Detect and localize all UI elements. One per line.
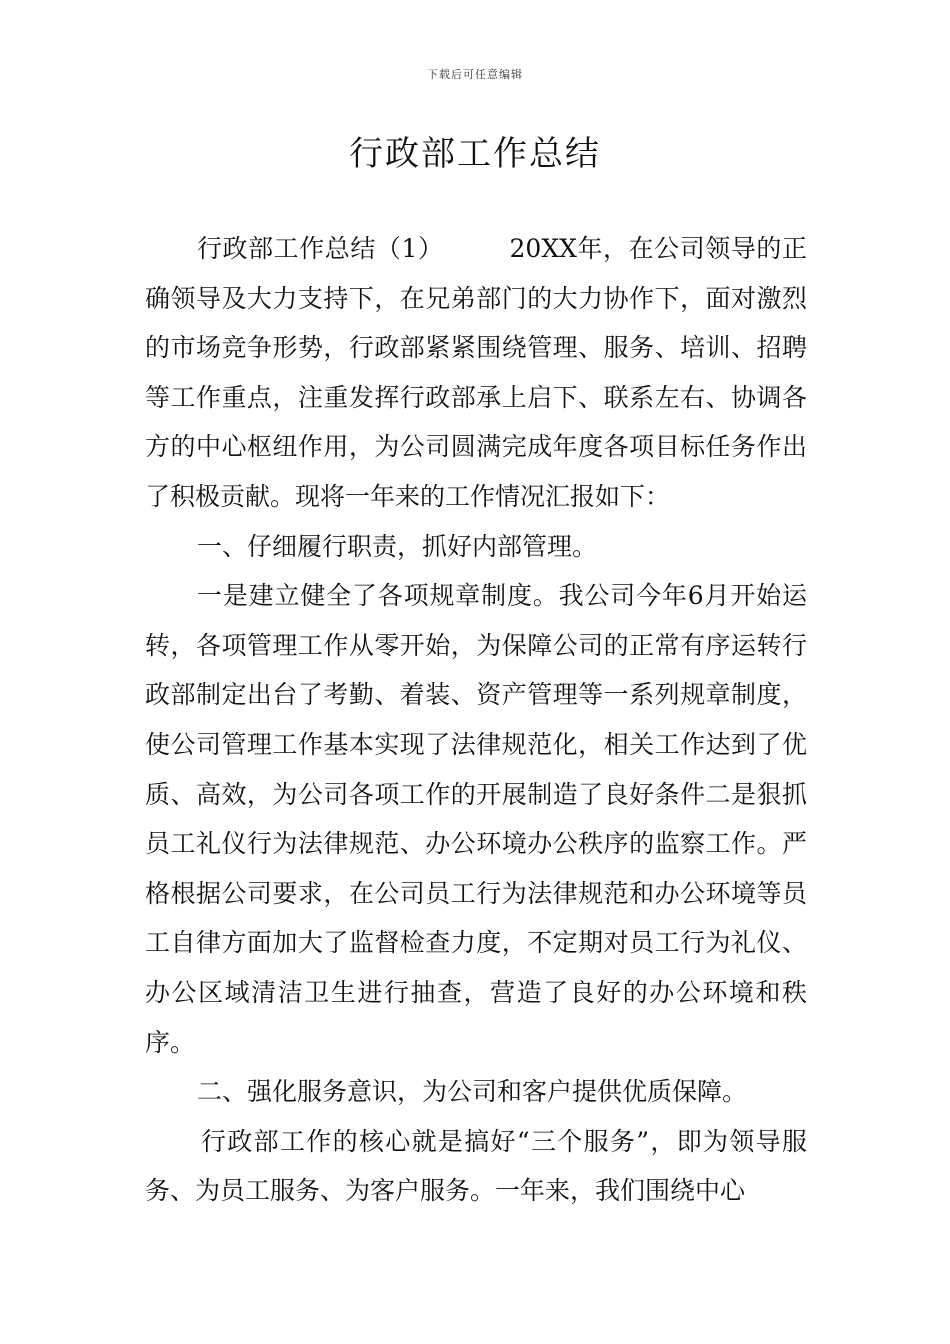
document-title: 行政部工作总结 <box>349 134 601 174</box>
section-heading-2: 二、强化服务意识，为公司和客户提供优质保障。 <box>197 1077 748 1107</box>
header-note: 下载后可任意编辑 <box>427 68 523 81</box>
paragraph-2: 行政部工作的核心就是搞好“三个服务”，即为领导服务、为员工服务、为客户服务。一年来，我们围绕中心 <box>145 1126 807 1206</box>
document-body <box>145 224 807 1216</box>
intro-text: 20XX年，在公司领导的正确领导及大力支持下，在兄弟部门的大力协作下，面对激烈的市场竞争形势，行政部紧紧围绕管理、服务、培训、招聘等工作重点，注重发挥行政部承上启下、联系左右、协调各方的中心枢纽作用，为公司圆满完成年度各项目标任务作出了积极贡献。现将一年来的工作情况汇报如下： <box>145 234 807 511</box>
paragraph-1: 一是建立健全了各项规章制度。我公司今年6月开始运转，各项管理工作从零开始，为保障公司的正常有序运转行政部制定出台了考勤、着装、资产管理等一系列规章制度，使公司管理工作基本实现了法律规范化，相关工作达到了优质、高效，为公司各项工作的开展制造了良好条件二是狠抓员工礼仪行为法律规范、办公环境办公秩序的监察工作。严格根据公司要求，在公司员工行为法律规范和办公环境等员工自律方面加大了监督检查力度，不定期对员工行为礼仪、办公区域清洁卫生进行抽查，营造了良好的办公环境和秩序。 <box>145 581 807 1057</box>
intro-paragraph <box>145 224 807 522</box>
intro-label: 行政部工作总结（1） <box>197 234 444 263</box>
section-heading-1: 一、仔细履行职责，抓好内部管理。 <box>197 531 598 561</box>
